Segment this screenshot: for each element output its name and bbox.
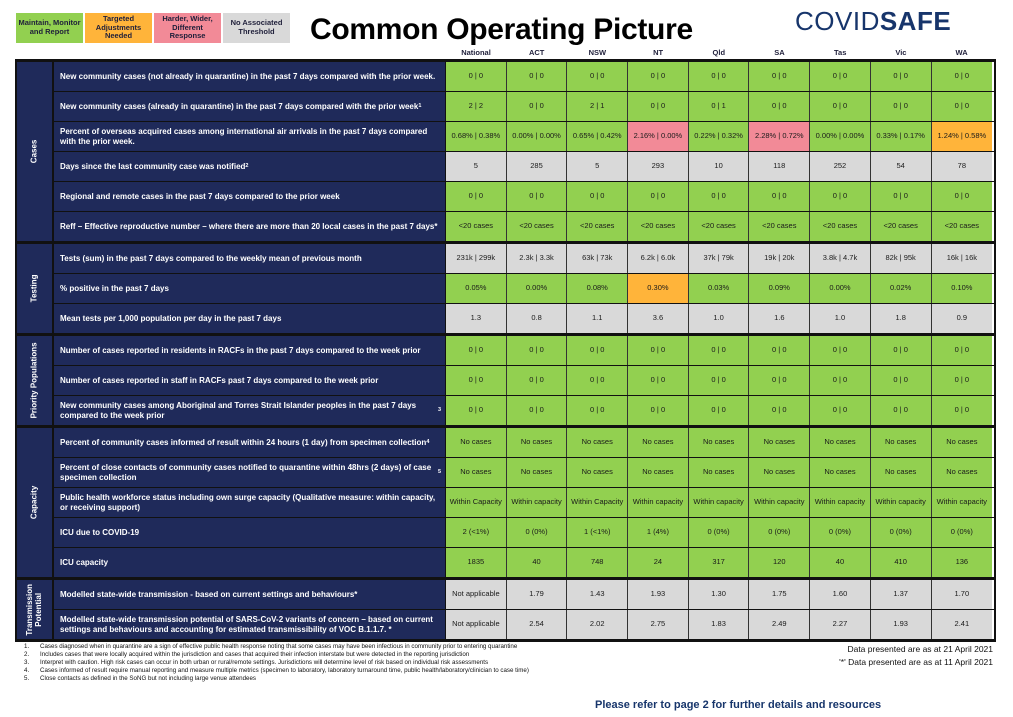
cell-vic: 54 (871, 152, 932, 181)
section-label-text: Priority Populations (29, 342, 39, 419)
footnote-number: 5. (24, 675, 30, 682)
table-row (54, 458, 994, 488)
cell-national: No cases (446, 458, 507, 487)
table-row (54, 610, 994, 639)
page-title: Common Operating Picture (310, 13, 693, 46)
column-header-nsw: NSW (588, 48, 607, 57)
row-description-text: Public health workforce status including own surge capacity (Qualitative measure: within capacity, or receiving support) (60, 492, 436, 512)
row-description (54, 244, 446, 273)
row-description-text: Number of cases reported in staff in RACFs past 7 days compared to the week prior (60, 375, 379, 385)
cell-tas: No cases (810, 428, 871, 457)
cell-qld: No cases (689, 428, 750, 457)
cell-nt: 6.2k | 6.0k (628, 244, 689, 273)
table-row (54, 548, 994, 577)
cell-national: 0 | 0 (446, 366, 507, 395)
row-description-text: Reff – Effective reproductive number – where there are more than 20 local cases in the past 7 days* (60, 221, 438, 231)
cell-nsw: Within Capacity (567, 488, 628, 517)
data-table (15, 62, 996, 642)
footnote-number: 2. (24, 651, 30, 658)
cell-nt: 0 | 0 (628, 62, 689, 91)
column-header-wa: WA (955, 48, 968, 57)
cell-national: 0 | 0 (446, 62, 507, 91)
cell-tas: 2.27 (810, 610, 871, 639)
cell-nt: 0 | 0 (628, 182, 689, 211)
cell-nsw: 0 | 0 (567, 396, 628, 425)
date-line-2: '*' Data presented are as at 11 April 2021 (839, 657, 993, 667)
row-description (54, 396, 446, 425)
row-description-text: ICU due to COVID-19 (60, 527, 140, 537)
date-line-1: Data presented are as at 21 April 2021 (847, 644, 993, 654)
cell-nt: 0 | 0 (628, 366, 689, 395)
cell-wa: 1.24% | 0.58% (932, 122, 993, 151)
cell-tas: 40 (810, 548, 871, 577)
logo-text-part1: COVID (795, 6, 880, 36)
cell-qld: 1.83 (689, 610, 750, 639)
cell-sa: 0 | 0 (749, 396, 810, 425)
table-row (54, 396, 994, 425)
footnote-number: 4. (24, 667, 30, 674)
section-cases (15, 59, 996, 244)
cell-sa: No cases (749, 428, 810, 457)
table-row (54, 428, 994, 458)
cell-vic: 1.8 (871, 304, 932, 333)
row-description-text: Regional and remote cases in the past 7 days compared to the prior week (60, 191, 340, 201)
cell-wa: 0.10% (932, 274, 993, 303)
row-description-text: Days since the last community case was notified (60, 161, 246, 171)
table-row (54, 212, 994, 241)
row-description (54, 212, 446, 241)
footnote-ref: 5 (437, 469, 441, 476)
cell-act: 0 | 0 (507, 92, 568, 121)
cell-vic: 82k | 95k (871, 244, 932, 273)
section-label-text: Transmission Potential (24, 583, 43, 636)
row-description-text: Modelled state-wide transmission - based on current settings and behaviours* (60, 589, 358, 599)
column-header-sa: SA (774, 48, 785, 57)
cell-nt: No cases (628, 458, 689, 487)
footnote (24, 675, 529, 683)
section-label (17, 580, 54, 639)
cell-sa: 0 | 0 (749, 182, 810, 211)
footnotes (24, 643, 529, 683)
footnote-text: Close contacts as defined in the SoNG but not including large venue attendees (40, 675, 257, 682)
cell-nsw: 5 (567, 152, 628, 181)
legend-targeted: Targeted Adjustments Needed (85, 13, 152, 43)
cell-sa: 2.49 (749, 610, 810, 639)
cell-act: 0.00% (507, 274, 568, 303)
row-description (54, 182, 446, 211)
cell-wa: 0 (0%) (932, 518, 993, 547)
cell-nt: 2.75 (628, 610, 689, 639)
footer-note: Please refer to page 2 for further details and resources (595, 699, 882, 711)
row-description-text: New community cases (already in quarantine) in the past 7 days compared with the prior week (60, 101, 419, 111)
footnote-number: 1. (24, 643, 30, 650)
cell-vic: 0.33% | 0.17% (871, 122, 932, 151)
cell-wa: 0 | 0 (932, 92, 993, 121)
row-description-text: New community cases among Aboriginal and Torres Strait Islander peoples in the past 7 days compared to the week prior (60, 400, 417, 420)
row-description (54, 274, 446, 303)
table-row (54, 304, 994, 333)
cell-sa: 2.28% | 0.72% (749, 122, 810, 151)
cell-nt: 24 (628, 548, 689, 577)
cell-sa: 0 | 0 (749, 366, 810, 395)
cell-sa: 0 (0%) (749, 518, 810, 547)
cell-sa: 120 (749, 548, 810, 577)
cell-national: 1835 (446, 548, 507, 577)
cell-sa: 118 (749, 152, 810, 181)
footnote-ref: 1 (418, 103, 422, 110)
column-header-qld: Qld (712, 48, 726, 57)
footnote-text: Includes cases that were locally acquired within the jurisdiction and cases that acquired their infection interstate but were detected in the reporting jurisdiction (40, 651, 470, 658)
cell-tas: 0 | 0 (810, 62, 871, 91)
cell-nt: <20 cases (628, 212, 689, 241)
cell-vic: 0 | 0 (871, 396, 932, 425)
cell-nt: 0 | 0 (628, 336, 689, 365)
cell-act: 0 (0%) (507, 518, 568, 547)
cell-wa: 0.9 (932, 304, 993, 333)
cell-wa: 1.70 (932, 580, 993, 609)
section-capacity (15, 425, 996, 580)
cell-tas: 0 (0%) (810, 518, 871, 547)
cell-act: No cases (507, 428, 568, 457)
cell-qld: 0.22% | 0.32% (689, 122, 750, 151)
footnote-ref: 4 (426, 439, 430, 446)
cell-vic: 0 | 0 (871, 182, 932, 211)
cell-nsw: 0 | 0 (567, 366, 628, 395)
cell-wa: 136 (932, 548, 993, 577)
cell-sa: 0 | 0 (749, 62, 810, 91)
cell-national: <20 cases (446, 212, 507, 241)
cell-act: 0.8 (507, 304, 568, 333)
cell-wa: 0 | 0 (932, 62, 993, 91)
cell-sa: 0 | 0 (749, 336, 810, 365)
cell-sa: 0.09% (749, 274, 810, 303)
row-description (54, 366, 446, 395)
cell-national: 5 (446, 152, 507, 181)
cell-national: 2 | 2 (446, 92, 507, 121)
cell-nt: 0 | 0 (628, 396, 689, 425)
cell-national: Within Capacity (446, 488, 507, 517)
cell-tas: <20 cases (810, 212, 871, 241)
cell-nsw: <20 cases (567, 212, 628, 241)
legend-harder: Harder, Wider, Different Response (154, 13, 221, 43)
row-description-text: New community cases (not already in quarantine) in the past 7 days compared with the prior week. (60, 71, 436, 81)
table-row (54, 518, 994, 548)
cell-vic: 0.02% (871, 274, 932, 303)
section-label-text: Cases (29, 139, 39, 164)
cell-qld: 37k | 79k (689, 244, 750, 273)
cell-tas: No cases (810, 458, 871, 487)
section-label (17, 428, 54, 577)
cell-act: 2.54 (507, 610, 568, 639)
table-row (54, 152, 994, 182)
cell-act: 1.79 (507, 580, 568, 609)
cell-vic: 410 (871, 548, 932, 577)
cell-national: 0 | 0 (446, 336, 507, 365)
cell-act: Within capacity (507, 488, 568, 517)
cell-sa: No cases (749, 458, 810, 487)
cell-nsw: 0.08% (567, 274, 628, 303)
row-description (54, 122, 446, 151)
section-priority-populations (15, 333, 996, 428)
row-description (54, 518, 446, 547)
cell-national: 0.05% (446, 274, 507, 303)
footnote (24, 667, 529, 675)
cell-national: 231k | 299k (446, 244, 507, 273)
cell-wa: No cases (932, 458, 993, 487)
cell-act: 2.3k | 3.3k (507, 244, 568, 273)
row-description (54, 610, 446, 639)
cell-national: 0 | 0 (446, 396, 507, 425)
cell-nt: No cases (628, 428, 689, 457)
cell-nsw: 0 | 0 (567, 62, 628, 91)
row-description (54, 428, 446, 457)
cell-sa: Within capacity (749, 488, 810, 517)
cell-wa: 16k | 16k (932, 244, 993, 273)
cell-vic: <20 cases (871, 212, 932, 241)
cell-qld: 0 | 0 (689, 182, 750, 211)
cell-wa: 0 | 0 (932, 396, 993, 425)
cell-nsw: 1.1 (567, 304, 628, 333)
row-description (54, 548, 446, 577)
cell-national: Not applicable (446, 610, 507, 639)
logo-text-part2: SAFE (879, 6, 952, 36)
cell-nt: 0 | 0 (628, 92, 689, 121)
cell-national: 1.3 (446, 304, 507, 333)
section-label (17, 62, 54, 241)
cell-vic: 0 (0%) (871, 518, 932, 547)
cell-act: No cases (507, 458, 568, 487)
cell-wa: 78 (932, 152, 993, 181)
table-row (54, 244, 994, 274)
section-label-text: Testing (29, 274, 39, 303)
legend-no-threshold: No Associated Threshold (223, 13, 290, 43)
section-label (17, 244, 54, 333)
cell-vic: 1.93 (871, 610, 932, 639)
row-description-text: Tests (sum) in the past 7 days compared to the weekly mean of previous month (60, 253, 362, 263)
cell-sa: 0 | 0 (749, 92, 810, 121)
cell-tas: 1.60 (810, 580, 871, 609)
cell-vic: No cases (871, 458, 932, 487)
cell-qld: 1.0 (689, 304, 750, 333)
table-row (54, 122, 994, 152)
cell-national: 0 | 0 (446, 182, 507, 211)
cell-vic: 0 | 0 (871, 62, 932, 91)
cell-nt: 1.93 (628, 580, 689, 609)
cell-wa: 0 | 0 (932, 182, 993, 211)
column-header-nt: NT (653, 48, 664, 57)
cell-tas: 0.00% | 0.00% (810, 122, 871, 151)
row-description-text: Mean tests per 1,000 population per day in the past 7 days (60, 313, 282, 323)
table-row (54, 274, 994, 304)
cell-national: 0.68% | 0.38% (446, 122, 507, 151)
cell-tas: 252 (810, 152, 871, 181)
cell-tas: Within capacity (810, 488, 871, 517)
footnote (24, 651, 529, 659)
cell-qld: 0 | 0 (689, 336, 750, 365)
row-description (54, 304, 446, 333)
footnote-text: Interpret with caution. High risk cases can occur in both urban or rural/remote settings. Jurisdictions will determine level of risk based on individual risk assessments (40, 659, 489, 666)
row-description-text: Modelled state-wide transmission potential of SARS-CoV-2 variants of concern – based on current settings and behaviours and accounting for estimated transmissibility of VOC B.1.1.7. * (60, 614, 433, 634)
section-label (17, 336, 54, 425)
cell-nsw: 748 (567, 548, 628, 577)
cell-tas: 0 | 0 (810, 366, 871, 395)
row-description-text: Percent of community cases informed of result within 24 hours (1 day) from specimen collection (60, 437, 427, 447)
cell-nsw: 0.65% | 0.42% (567, 122, 628, 151)
cell-act: 0 | 0 (507, 366, 568, 395)
cell-qld: 0 | 0 (689, 62, 750, 91)
data-dates (839, 643, 993, 669)
cell-wa: <20 cases (932, 212, 993, 241)
cell-wa: 0 | 0 (932, 366, 993, 395)
cell-nsw: 0 | 0 (567, 182, 628, 211)
cell-qld: 0.03% (689, 274, 750, 303)
cell-qld: 0 | 0 (689, 366, 750, 395)
column-header-vic: Vic (895, 48, 907, 57)
cell-vic: No cases (871, 428, 932, 457)
cell-qld: No cases (689, 458, 750, 487)
cell-qld: 317 (689, 548, 750, 577)
row-description (54, 580, 446, 609)
cell-national: 2 (<1%) (446, 518, 507, 547)
cell-tas: 0.00% (810, 274, 871, 303)
cell-nt: 3.6 (628, 304, 689, 333)
cell-sa: 19k | 20k (749, 244, 810, 273)
cell-act: 0.00% | 0.00% (507, 122, 568, 151)
cell-sa: 1.6 (749, 304, 810, 333)
table-row (54, 336, 994, 366)
column-header-act: ACT (528, 48, 545, 57)
cell-nsw: 2 | 1 (567, 92, 628, 121)
footnote-ref: 3 (437, 407, 441, 414)
cell-wa: Within capacity (932, 488, 993, 517)
cell-act: 40 (507, 548, 568, 577)
cell-tas: 0 | 0 (810, 336, 871, 365)
cell-nsw: 1.43 (567, 580, 628, 609)
cell-nsw: 1 (<1%) (567, 518, 628, 547)
row-description-text: Percent of close contacts of community cases notified to quarantine within 48hrs (2 days) of case specimen collection (60, 462, 432, 482)
cell-national: No cases (446, 428, 507, 457)
cell-nt: 1 (4%) (628, 518, 689, 547)
cell-tas: 3.8k | 4.7k (810, 244, 871, 273)
row-description (54, 152, 446, 181)
section-label-text: Capacity (29, 485, 39, 520)
cell-nsw: No cases (567, 458, 628, 487)
cell-tas: 0 | 0 (810, 92, 871, 121)
row-description (54, 92, 446, 121)
section-testing (15, 241, 996, 336)
cell-vic: 1.37 (871, 580, 932, 609)
cell-qld: 0 | 0 (689, 396, 750, 425)
footnote-ref: 2 (245, 163, 249, 170)
column-header-tas: Tas (834, 48, 847, 57)
legend-maintain: Maintain, Monitor and Report (16, 13, 83, 43)
row-description (54, 62, 446, 91)
cell-act: 0 | 0 (507, 336, 568, 365)
cell-act: 0 | 0 (507, 182, 568, 211)
footnote (24, 659, 529, 667)
row-description-text: Number of cases reported in residents in RACFs in the past 7 days compared to the week prior (60, 345, 421, 355)
cell-wa: 2.41 (932, 610, 993, 639)
cell-act: <20 cases (507, 212, 568, 241)
row-description (54, 336, 446, 365)
cell-nt: 293 (628, 152, 689, 181)
cell-act: 285 (507, 152, 568, 181)
cell-qld: 1.30 (689, 580, 750, 609)
cell-qld: 0 | 1 (689, 92, 750, 121)
cell-tas: 1.0 (810, 304, 871, 333)
section-transmission-potential (15, 577, 996, 642)
cell-wa: No cases (932, 428, 993, 457)
cell-sa: <20 cases (749, 212, 810, 241)
cell-act: 0 | 0 (507, 396, 568, 425)
table-row (54, 366, 994, 396)
cell-act: 0 | 0 (507, 62, 568, 91)
footnote-number: 3. (24, 659, 30, 666)
cell-tas: 0 | 0 (810, 396, 871, 425)
row-description (54, 458, 446, 487)
cell-qld: 0 (0%) (689, 518, 750, 547)
cell-nsw: 2.02 (567, 610, 628, 639)
row-description (54, 488, 446, 517)
cell-vic: 0 | 0 (871, 336, 932, 365)
footnote (24, 643, 529, 651)
table-row (54, 580, 994, 610)
cell-vic: Within capacity (871, 488, 932, 517)
cell-vic: 0 | 0 (871, 92, 932, 121)
legend (16, 13, 290, 43)
row-description-text: ICU capacity (60, 557, 109, 567)
column-header-national: National (461, 48, 491, 57)
cell-nsw: No cases (567, 428, 628, 457)
footnote-text: Cases informed of result require manual reporting and measure multiple metrics (specimen to laboratory, laboratory turnaround time, public health/laboratory/clinician to case time) (40, 667, 529, 674)
cell-wa: 0 | 0 (932, 336, 993, 365)
footnote-text: Cases diagnosed when in quarantine are a sign of effective public health response noting that some cases may have been infectious in community prior to entering quarantine (40, 643, 518, 650)
cell-nsw: 0 | 0 (567, 336, 628, 365)
covidsafe-logo (795, 6, 951, 37)
table-row (54, 488, 994, 518)
cell-national: Not applicable (446, 580, 507, 609)
cell-qld: 10 (689, 152, 750, 181)
cell-sa: 1.75 (749, 580, 810, 609)
cell-vic: 0 | 0 (871, 366, 932, 395)
cell-nsw: 63k | 73k (567, 244, 628, 273)
row-description-text: % positive in the past 7 days (60, 283, 169, 293)
cell-tas: 0 | 0 (810, 182, 871, 211)
cell-qld: Within capacity (689, 488, 750, 517)
table-row (54, 92, 994, 122)
row-description-text: Percent of overseas acquired cases among international air arrivals in the past 7 days compared with the prior week. (60, 126, 428, 146)
table-row (54, 182, 994, 212)
cell-nt: 0.30% (628, 274, 689, 303)
table-row (54, 62, 994, 92)
cell-qld: <20 cases (689, 212, 750, 241)
cell-nt: 2.16% | 0.00% (628, 122, 689, 151)
cell-nt: Within capacity (628, 488, 689, 517)
